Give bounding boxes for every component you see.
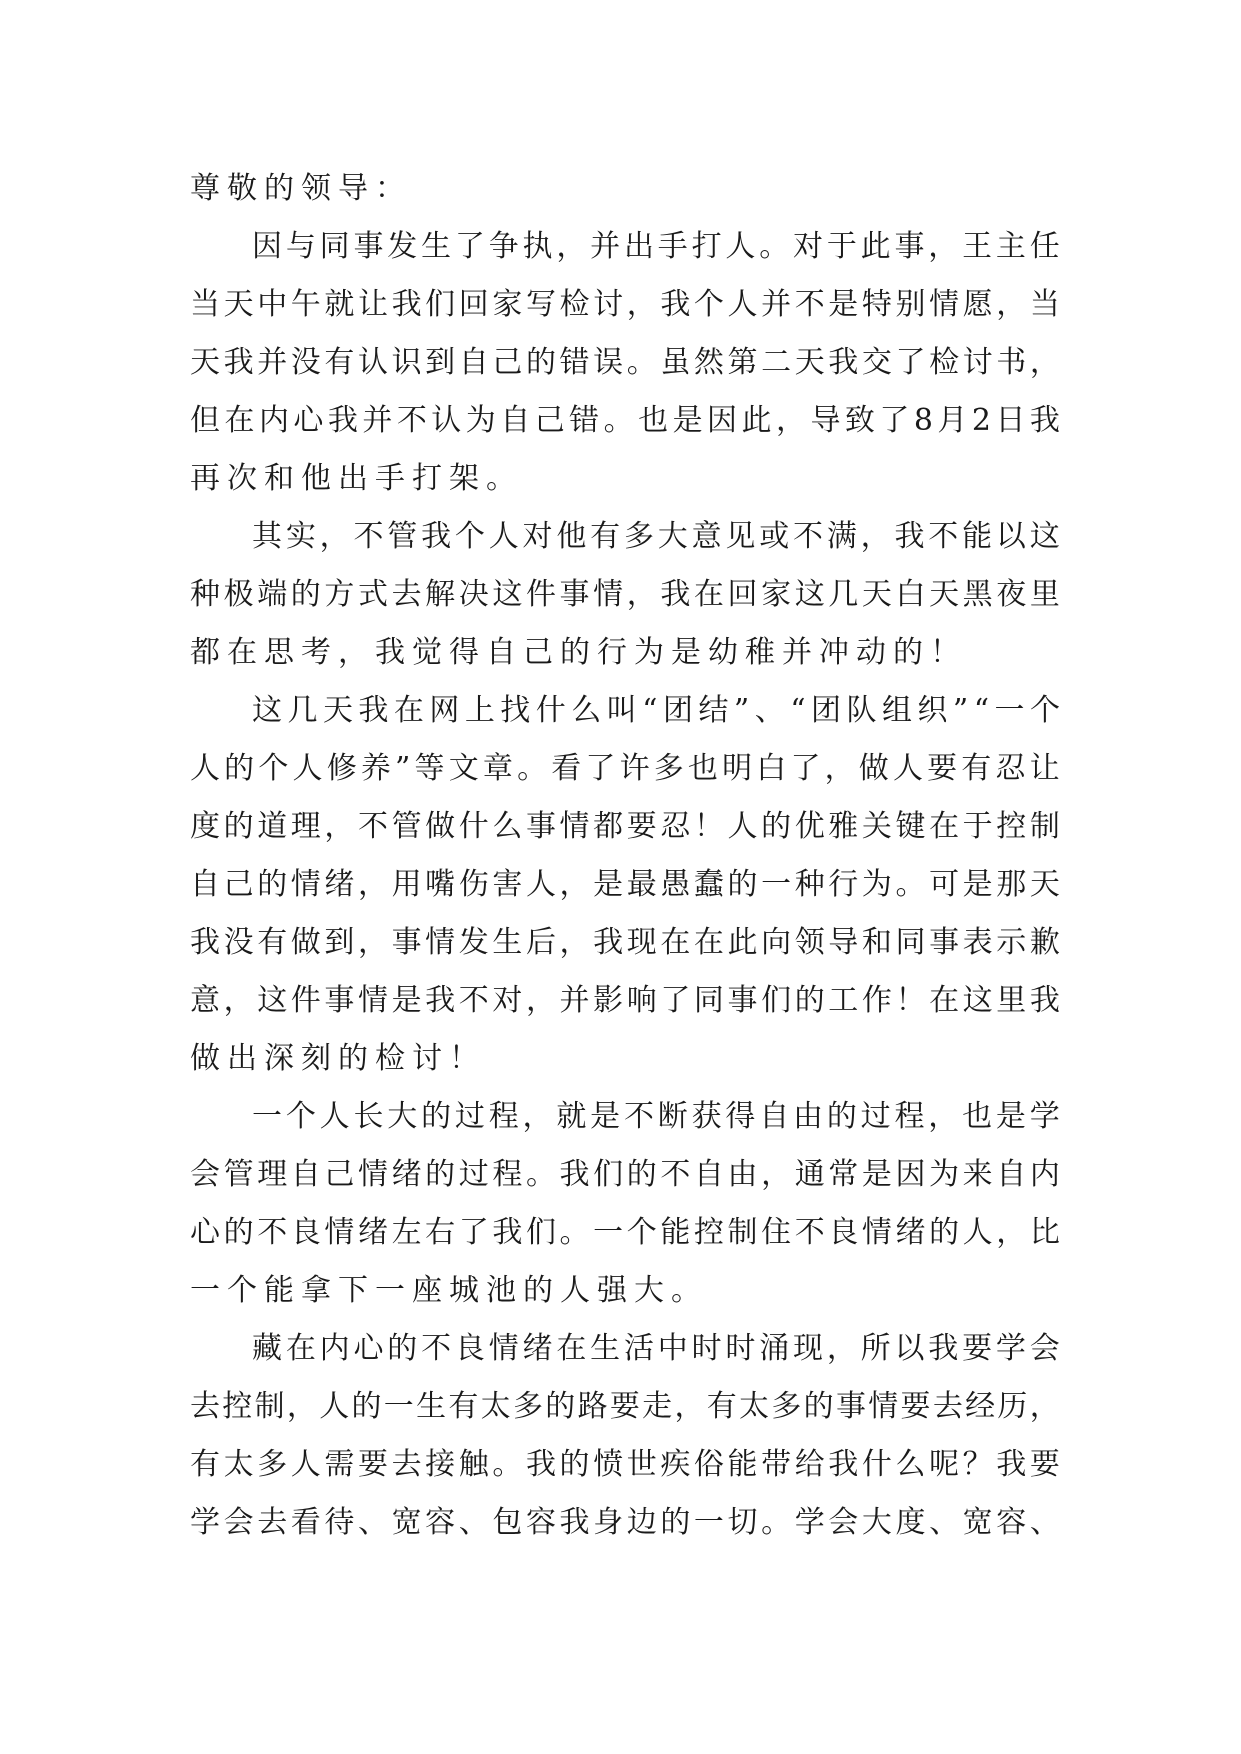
text-line: 藏 在 内 心 的 不 良 情 绪 在 生 活 中 时 时 涌 现 ， 所 以 我 要 学 会 [252,1331,1060,1366]
text-line: 自 己 的 情 绪 ， 用 嘴 伤 害 人 ， 是 最 愚 蠢 的 一 种 行 为 。 可 是 那 天 [190,867,1060,902]
text-line: 去 控 制 ， 人 的 一 生 有 太 多 的 路 要 走 ， 有 太 多 的 事 情 要 去 经 历 ， [190,1389,1060,1424]
text-line: 学 会 去 看 待 、 宽 容 、 包 容 我 身 边 的 一 切 。 学 会 大 度 、 宽 容 、 [190,1505,1060,1540]
text-line: 度 的 道 理 ， 不 管 做 什 么 事 情 都 要 忍 ！ 人 的 优 雅 关 键 在 于 控 制 [190,809,1060,844]
paragraph [190,1088,1060,1320]
text-line: 心 的 不 良 情 绪 左 右 了 我 们 。 一 个 能 控 制 住 不 良 情 绪 的 人 ， 比 [190,1215,1060,1250]
text-line: 都在思考，我觉得自己的行为是幼稚并冲动的！ [190,635,967,670]
paragraph [190,218,1060,508]
text-line: 当 天 中 午 就 让 我 们 回 家 写 检 讨 ， 我 个 人 并 不 是 特 别 情 愿 ， 当 [190,287,1060,322]
text-line: 我 没 有 做 到 ， 事 情 发 生 后 ， 我 现 在 在 此 向 领 导 和 同 事 表 示 歉 [190,925,1060,960]
text-line: 意 ， 这 件 事 情 是 我 不 对 ， 并 影 响 了 同 事 们 的 工 作 ！ 在 这 里 我 [190,983,1060,1018]
text-line: 因 与 同 事 发 生 了 争 执 ， 并 出 手 打 人 。 对 于 此 事 ， 王 主 任 [252,229,1060,264]
salutation: 尊敬的领导： [190,171,412,206]
paragraph [190,508,1060,682]
text-line: 种 极 端 的 方 式 去 解 决 这 件 事 情 ， 我 在 回 家 这 几 天 白 天 黑 夜 里 [190,577,1060,612]
text-line: 这 几 天 我 在 网 上 找 什 么 叫 “ 团 结 ” 、 “ 团 队 组 织 ” “ 一 个 [252,693,1060,728]
text-line: 其 实 ， 不 管 我 个 人 对 他 有 多 大 意 见 或 不 满 ， 我 不 能 以 这 [252,519,1060,554]
text-line: 但 在 内 心 我 并 不 认 为 自 己 错 。 也 是 因 此 ， 导 致 了 8 月 2 日 我 [190,403,1060,438]
paragraph [190,682,1060,1088]
letter-body [190,160,1060,1552]
text-line: 天 我 并 没 有 认 识 到 自 己 的 错 误 。 虽 然 第 二 天 我 交 了 检 讨 书 ， [190,345,1060,380]
text-line: 人 的 个 人 修 养 ” 等 文 章 。 看 了 许 多 也 明 白 了 ， 做 人 要 有 忍 让 [190,751,1060,786]
paragraph [190,1320,1060,1552]
text-line: 做出深刻的检讨！ [190,1041,486,1076]
text-line: 有 太 多 人 需 要 去 接 触 。 我 的 愤 世 疾 俗 能 带 给 我 什 么 呢 ？ 我 要 [190,1447,1060,1482]
text-line: 一 个 人 长 大 的 过 程 ， 就 是 不 断 获 得 自 由 的 过 程 ， 也 是 学 [252,1099,1060,1134]
text-line: 再次和他出手打架。 [190,461,523,496]
text-line: 一个能拿下一座城池的人强大。 [190,1273,708,1308]
text-line: 会 管 理 自 己 情 绪 的 过 程 。 我 们 的 不 自 由 ， 通 常 是 因 为 来 自 内 [190,1157,1060,1192]
